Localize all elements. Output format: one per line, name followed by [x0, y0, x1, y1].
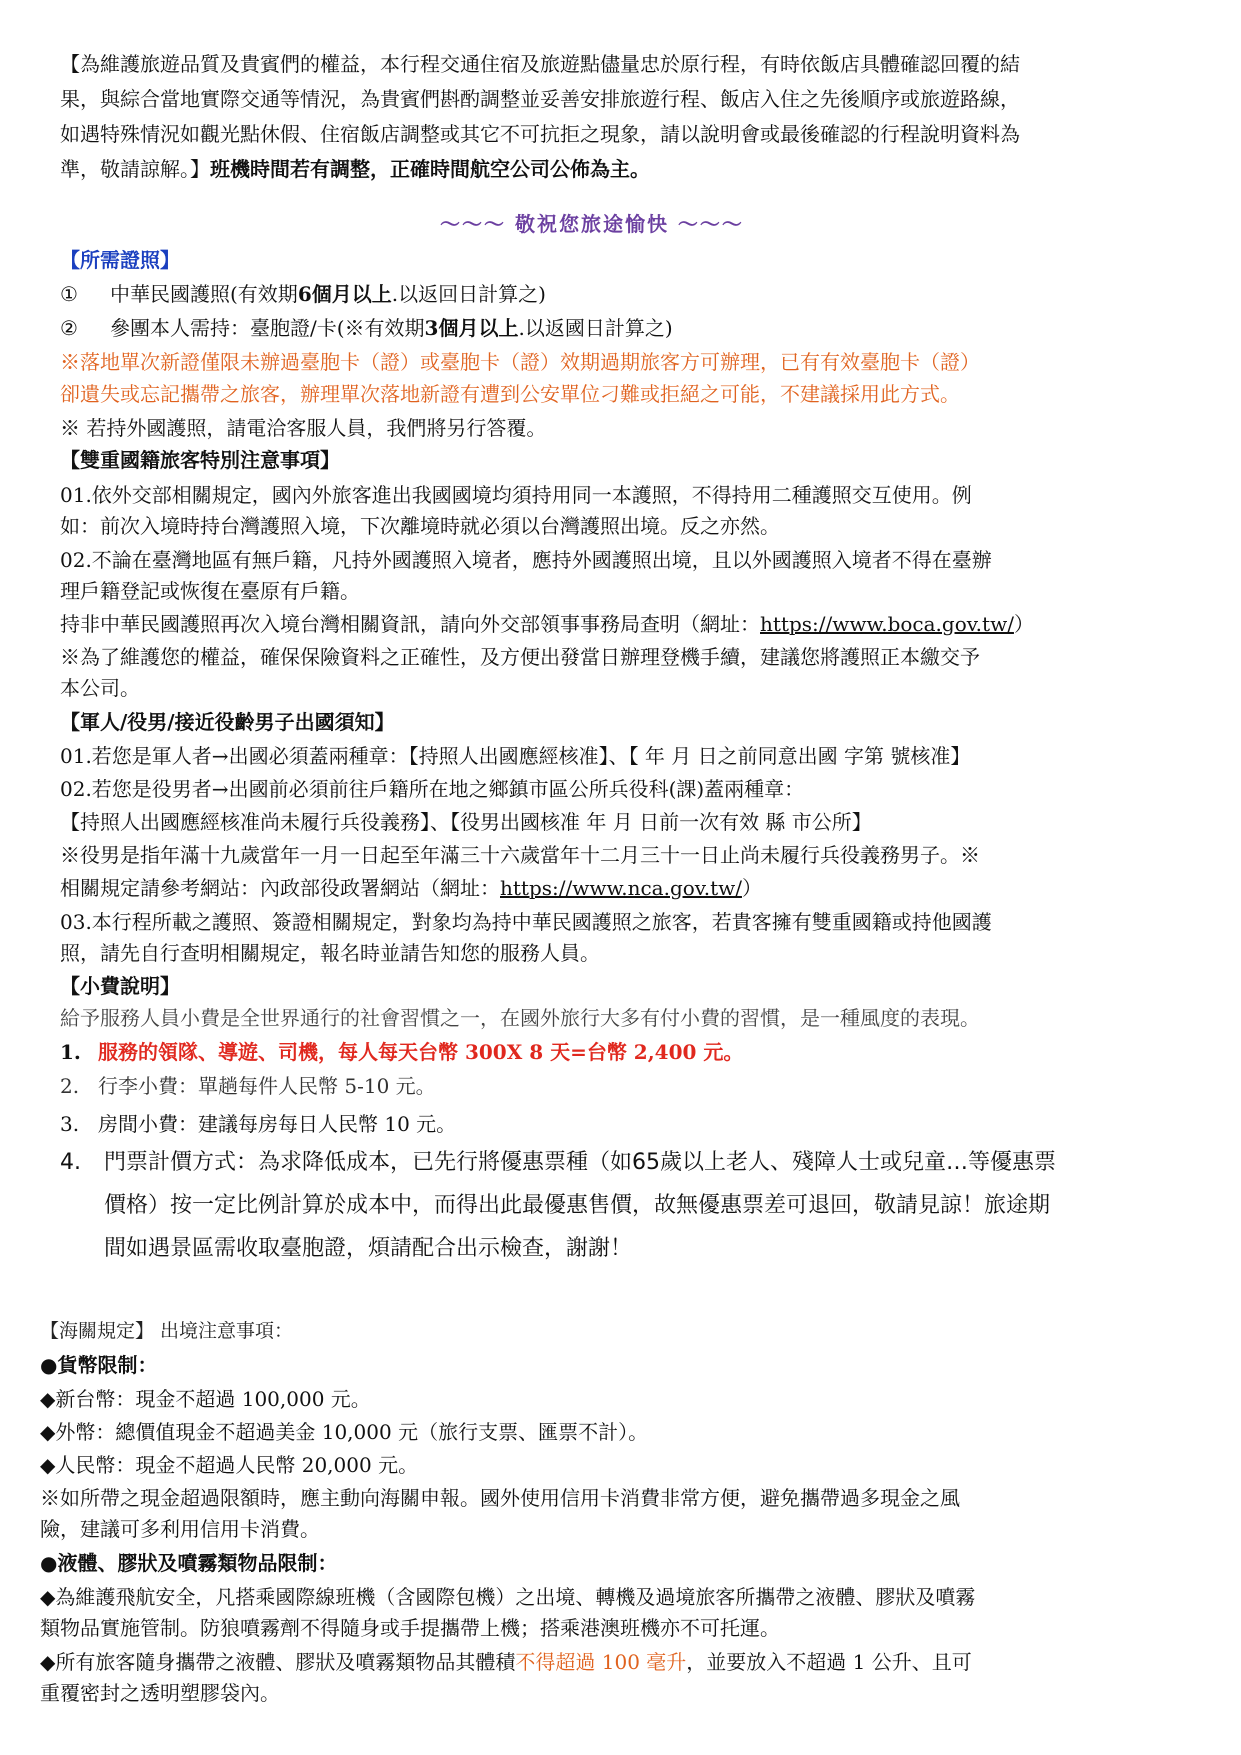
docs-item-1-validity: 6個月以上: [297, 282, 392, 306]
tips-item-2-number: 2.: [60, 1074, 80, 1098]
tips-intro: 給予服務人員小費是全世界通行的社會習慣之一，在國外旅行大多有付小費的習慣，是一種風度的表現。: [60, 1006, 980, 1030]
money-note-line-1: ※如所帶之現金超過限額時，應主動向海關申報。國外使用信用卡消費非常方便，避免攜帶過多現金之風: [40, 1486, 960, 1510]
docs-heading: 【所需證照】: [60, 248, 180, 272]
tips-item-1-text: 服務的領隊、導遊、司機，每人每天台幣 300X 8 天=台幣 2,400 元。: [98, 1040, 744, 1064]
tips-item-4-line-3: 間如遇景區需收取臺胞證，煩請配合出示檢查，謝謝！: [104, 1236, 633, 1261]
tips-item-4-number: 4.: [60, 1150, 81, 1175]
money-note-line-2: 險，建議可多利用信用卡消費。: [40, 1517, 320, 1541]
docs-item-1-note: .以返回日計算之): [391, 282, 546, 306]
boca-link[interactable]: https://www.boca.gov.tw/: [760, 612, 1014, 636]
docs-warning-line-2: 卻遺失或忘記攜帶之旅客，辦理單次落地新證有遭到公安單位刁難或拒絕之可能，不建議採用此方式。: [60, 382, 960, 406]
foreign-passport-note: ※ 若持外國護照，請電洽客服人員，我們將另行答覆。: [60, 416, 547, 440]
tips-item-2: [60, 1074, 436, 1098]
dual-p3-text: 持非中華民國護照再次入境台灣相關資訊，請向外交部領事事務局查明（網址：: [60, 612, 760, 636]
dual-p4-line-1: ※為了維護您的權益，確保保險資料之正確性，及方便出發當日辦理登機手續，建議您將護照正本繳交予: [60, 645, 980, 669]
tips-item-3-text: 房間小費：建議每房每日人民幣 10 元。: [98, 1112, 457, 1136]
tips-item-1: [60, 1040, 743, 1064]
liquid-p2-text: ◆所有旅客隨身攜帶之液體、膠狀及噴霧類物品其體積: [40, 1650, 516, 1674]
tips-item-4-line-1: [60, 1150, 1056, 1176]
money-rmb: ◆人民幣：現金不超過人民幣 20,000 元。: [40, 1453, 419, 1477]
tips-item-3: [60, 1112, 456, 1136]
docs-item-2: [60, 316, 673, 340]
military-heading: 【軍人/役男/接近役齡男子出國須知】: [60, 710, 395, 734]
intro-line-2: 果，與綜合當地實際交通等情況，為貴賓們斟酌調整並妥善安排旅遊行程、飯店入住之先後順序或旅遊路線，: [60, 87, 1020, 111]
intro-line-4: [60, 157, 650, 181]
dual-p4-line-2: 本公司。: [60, 676, 140, 700]
docs-warning-line-1: ※落地單次新證僅限未辦過臺胞卡（證）或臺胞卡（證）效期過期旅客方可辦理，已有有效臺胞卡（證）: [60, 350, 980, 374]
dual-p1-line-1: 01.依外交部相關規定，國內外旅客進出我國國境均須持用同一本護照，不得持用二種護照交互使用。例: [60, 483, 972, 507]
docs-item-1: [60, 282, 546, 306]
military-p3: 【持照人出國應經核准尚未履行兵役義務】、【役男出國核准 年 月 日前一次有效 縣 市公所】: [60, 810, 872, 834]
liquid-p2-line-2: 重覆密封之透明塑膠袋內。: [40, 1681, 280, 1705]
nca-link[interactable]: https://www.nca.gov.tw/: [500, 876, 742, 900]
military-p5-text: 相關規定請參考網站：內政部役政署網站（網址：: [60, 876, 500, 900]
intro-line-3: 如遇特殊情況如觀光點休假、住宿飯店調整或其它不可抗拒之現象，請以說明會或最後確認的行程說明資料為: [60, 122, 1020, 146]
intro-line-1: 【為維護旅遊品質及貴賓們的權益，本行程交通住宿及旅遊點儘量忠於原行程，有時依飯店具體確認回覆的結: [60, 52, 1020, 76]
tips-heading: 【小費說明】: [60, 974, 180, 998]
military-p6-line-1: 03.本行程所載之護照、簽證相關規定，對象均為持中華民國護照之旅客，若貴客擁有雙重國籍或持他國護: [60, 910, 992, 934]
military-p1: 01.若您是軍人者→出國必須蓋兩種章：【持照人出國應經核准】、【 年 月 日之前同意出國 字第 號核准】: [60, 744, 971, 768]
liquid-volume-limit: 不得超過 100 毫升: [515, 1650, 687, 1674]
liquid-p1-line-1: ◆為維護飛航安全，凡搭乘國際線班機（含國際包機）之出境、轉機及過境旅客所攜帶之液體、膠狀及噴霧: [40, 1585, 976, 1609]
tips-item-3-number: 3.: [60, 1112, 80, 1136]
docs-item-2-note: .以返國日計算之): [518, 316, 673, 340]
dual-p1-line-2: 如：前次入境時持台灣護照入境，下次離境時就必須以台灣護照出境。反之亦然。: [60, 514, 780, 538]
flight-time-notice: 班機時間若有調整，正確時間航空公司公佈為主。: [210, 157, 650, 181]
dual-p2-line-2: 理戶籍登記或恢復在臺原有戶籍。: [60, 579, 360, 603]
tips-item-4-line-2: 價格）按一定比例計算於成本中，而得出此最優惠售價，故無優惠票差可退回，敬請見諒！旅途期: [104, 1193, 1051, 1218]
money-foreign: ◆外幣：總價值現金不超過美金 10,000 元（旅行支票、匯票不計）。: [40, 1420, 649, 1444]
docs-item-2-number: ②: [60, 316, 78, 340]
wish-banner: ～～～ 敬祝您旅途愉快 ～～～: [440, 212, 744, 236]
military-p5: [60, 876, 762, 900]
liquid-p2-line-1: [40, 1650, 972, 1674]
dual-p2-line-1: 02.不論在臺灣地區有無戶籍，凡持外國護照入境者，應持外國護照出境，且以外國護照入境者不得在臺辦: [60, 548, 992, 572]
liquid-p2-bag: ，並要放入不超過 1 公升、且可: [686, 1650, 972, 1674]
dual-p3: [60, 612, 1034, 636]
docs-item-2-validity: 3個月以上: [424, 316, 519, 340]
tips-item-1-number: 1.: [60, 1040, 81, 1064]
dual-heading: 【雙重國籍旅客特別注意事項】: [60, 448, 340, 472]
money-heading: ●貨幣限制：: [40, 1353, 158, 1377]
military-p4: ※役男是指年滿十九歲當年一月一日起至年滿三十六歲當年十二月三十一日止尚未履行兵役義務男子。※: [60, 843, 980, 867]
intro-line-4-text: 準，敬請諒解。】: [60, 157, 210, 181]
military-p2: 02.若您是役男者→出國前必須前往戶籍所在地之鄉鎮市區公所兵役科(課)蓋兩種章：: [60, 777, 805, 801]
tips-item-2-text: 行李小費：單趟每件人民幣 5-10 元。: [98, 1074, 436, 1098]
military-p5-close: ）: [741, 876, 762, 900]
liquid-heading: ●液體、膠狀及噴霧類物品限制：: [40, 1551, 338, 1575]
docs-item-1-text: 中華民國護照(有效期: [110, 282, 298, 306]
docs-item-1-number: ①: [60, 282, 78, 306]
money-twd: ◆新台幣：現金不超過 100,000 元。: [40, 1387, 371, 1411]
docs-item-2-text: 參團本人需持：臺胞證/卡(※有效期: [110, 316, 425, 340]
military-p6-line-2: 照，請先自行查明相關規定，報名時並請告知您的服務人員。: [60, 941, 600, 965]
liquid-p1-line-2: 類物品實施管制。防狼噴霧劑不得隨身或手提攜帶上機；搭乘港澳班機亦不可托運。: [40, 1616, 780, 1640]
tips-item-4-text: 門票計價方式：為求降低成本，已先行將優惠票種（如65歲以上老人、殘障人士或兒童…等優惠票: [104, 1150, 1056, 1175]
dual-p3-close: ）: [1013, 612, 1034, 636]
customs-heading: 【海關規定】 出境注意事項：: [40, 1320, 294, 1342]
